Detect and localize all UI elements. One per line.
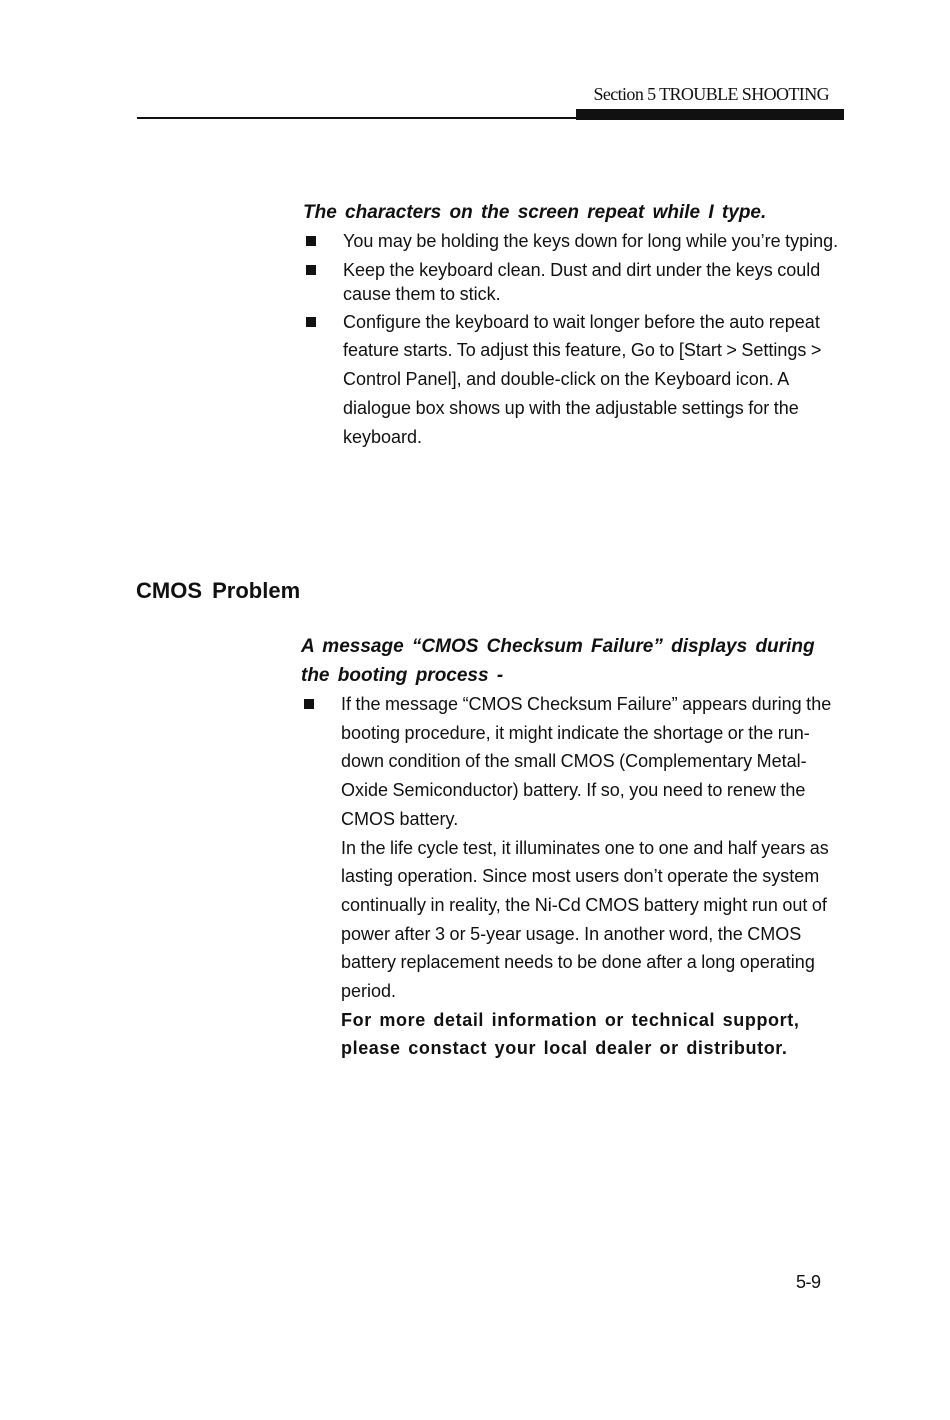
cmos-paragraph: If the message “CMOS Checksum Failure” appears during the booting procedure, it might indicate the shortage or the run-down condition of the small CMOS (Complementary Metal-Oxide Semiconductor) battery. If so, you need to renew the CMOS battery. <box>341 694 832 829</box>
header-rule-thick <box>576 109 844 120</box>
square-bullet-icon <box>304 699 314 709</box>
bullet-text: Configure the keyboard to wait longer before the auto repeat feature starts. To adjust this feature, Go to [Start > Settings > Control Panel], and double-click on the Keyboard icon. A dialogue box shows up with the adjustable settings for the keyboard. <box>343 311 822 447</box>
list-item <box>304 308 844 452</box>
support-note: For more detail information or technical support, please constact your local dealer or distributor. <box>341 1009 800 1059</box>
cmos-question-heading: A message “CMOS Checksum Failure” displays during the booting process - <box>301 636 815 686</box>
square-bullet-icon <box>306 265 316 275</box>
list-item <box>304 227 844 256</box>
cmos-answer-list <box>302 690 844 1063</box>
section-title: CMOS Problem <box>136 578 301 603</box>
square-bullet-icon <box>306 317 316 327</box>
page-number: 5-9 <box>796 1272 821 1292</box>
bullet-text: You may be holding the keys down for long while you’re typing. <box>343 231 839 251</box>
list-item <box>302 690 844 1063</box>
keyboard-tips-list <box>304 227 844 451</box>
running-header: Section 5 TROUBLE SHOOTING <box>593 84 829 104</box>
square-bullet-icon <box>306 236 316 246</box>
header-rule-thin <box>137 117 577 119</box>
cmos-paragraph: In the life cycle test, it illuminates one to one and half years as lasting operation. Since most users don’t operate the system continually in reality, the Ni-Cd CMOS battery might run out of power after 3 or 5-year usage. In another word, the CMOS battery replacement needs to be done after a long operating period. <box>341 837 829 1002</box>
keyboard-question-heading: The characters on the screen repeat while I type. <box>303 202 767 223</box>
list-item <box>304 256 844 308</box>
bullet-text: Keep the keyboard clean. Dust and dirt under the keys could cause them to stick. <box>343 259 821 304</box>
